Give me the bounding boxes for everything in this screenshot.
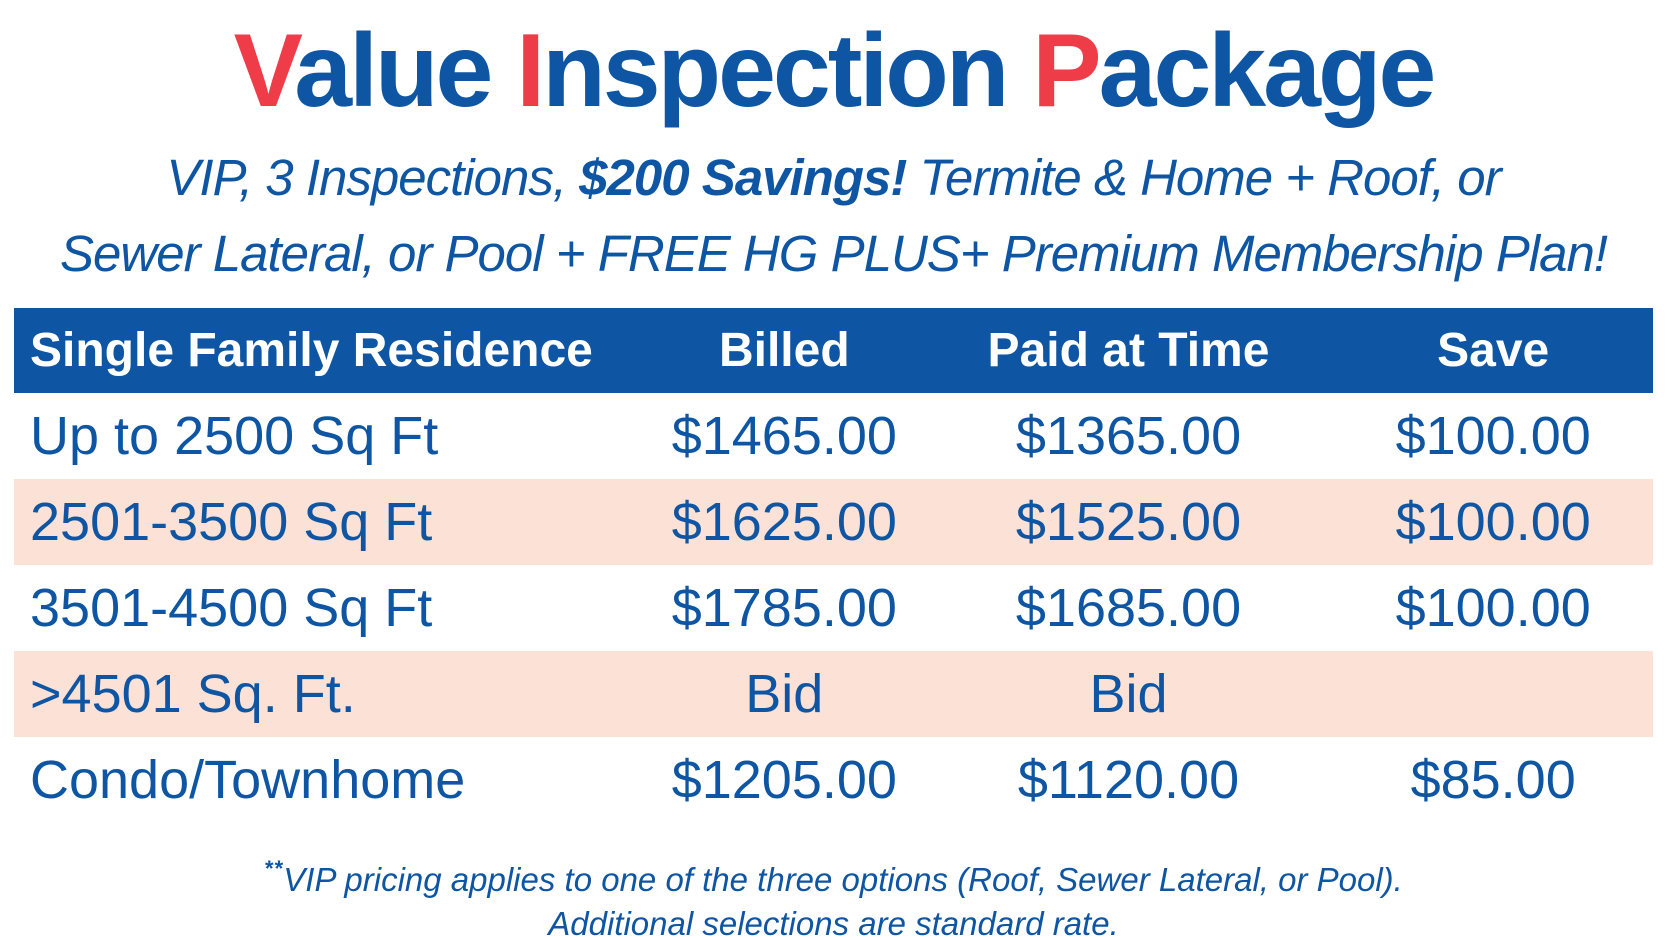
footnote-line2-text: Additional selections are standard rate.	[548, 905, 1119, 938]
paid-value: $1120.00	[1017, 750, 1240, 810]
table-row-2501-3500	[14, 479, 1653, 565]
page-title	[0, 2, 1667, 140]
paid-value: Bid	[1089, 664, 1168, 724]
save-value: $85.00	[1410, 750, 1576, 810]
table-row-condo-townhome	[14, 737, 1653, 823]
title-word-value: alue	[294, 13, 491, 129]
footnote	[0, 847, 1667, 938]
paid-value: $1365.00	[1015, 406, 1242, 466]
footnote-line-1	[0, 847, 1667, 902]
subtitle-line-1	[0, 140, 1667, 216]
title-word-package: ackage	[1098, 13, 1434, 129]
row-label: >4501 Sq. Ft.	[30, 664, 356, 724]
paid-value: $1685.00	[1015, 578, 1242, 638]
billed-value: $1205.00	[671, 750, 897, 810]
subtitle-line1-pre: VIP, 3 Inspections,	[166, 149, 580, 206]
header-cell-residence: Single Family Residence	[30, 324, 593, 377]
table-row-over-4501	[14, 651, 1653, 737]
title-letter-p: P	[1032, 13, 1099, 129]
billed-value: Bid	[745, 664, 824, 724]
subtitle-line-2	[0, 216, 1667, 292]
row-label: Up to 2500 Sq Ft	[30, 406, 439, 466]
header-cell-billed: Billed	[718, 324, 850, 377]
pricing-table	[14, 308, 1653, 823]
billed-value: $1785.00	[671, 578, 897, 638]
footnote-asterisks: **	[264, 856, 284, 881]
table-header-row	[14, 308, 1653, 393]
subtitle-savings-highlight: $200 Savings!	[579, 149, 907, 206]
subtitle-line2-text: Sewer Lateral, or Pool + FREE HG PLUS+ Premium Membership Plan!	[60, 225, 1607, 282]
billed-value: $1625.00	[671, 492, 897, 552]
footnote-line-2	[0, 902, 1667, 938]
header-cell-save: Save	[1437, 324, 1550, 377]
save-value: $100.00	[1395, 578, 1591, 638]
row-label: 2501-3500 Sq Ft	[30, 492, 433, 552]
title-word-inspection: nspection	[542, 13, 1007, 129]
header-cell-paid-at-time: Paid at Time	[987, 324, 1270, 377]
footnote-line1-text: VIP pricing applies to one of the three options (Roof, Sewer Lateral, or Pool).	[283, 861, 1403, 898]
subtitle-line1-post: Termite & Home + Roof, or	[906, 149, 1501, 206]
title-letter-v: V	[233, 13, 295, 129]
title-letter-i: I	[516, 13, 543, 129]
table-row-3501-4500	[14, 565, 1653, 651]
row-label: 3501-4500 Sq Ft	[30, 578, 433, 638]
save-value: $100.00	[1395, 492, 1591, 552]
row-label: Condo/Townhome	[30, 750, 466, 810]
save-value: $100.00	[1395, 406, 1591, 466]
paid-value: $1525.00	[1015, 492, 1242, 552]
billed-value: $1465.00	[671, 406, 897, 466]
table-row-up-to-2500	[14, 393, 1653, 479]
